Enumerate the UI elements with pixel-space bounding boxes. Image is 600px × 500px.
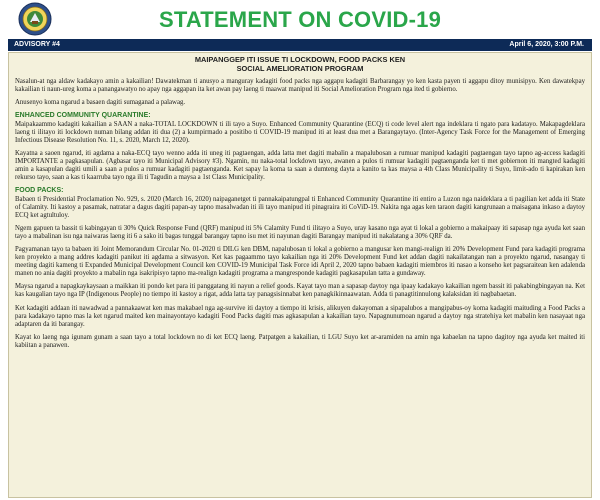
food-paragraph-2: Ngem gapuen ta bassit ti kabingayan ti 30% Quick Response Fund (QRF) manipud iti 5% Calamity Fund ti ilitayo a Suyo, uray kasano nga ayat ti lokal a gobierno a makaipaay iti sapasap nga ayuda ket saan tayo a mabalinan isu nga naiwaras laeng iti 6 a sako iti bagas tunggal barangay tapno isu met iti nayunan dagiti Barangay manipud iti nakalatang a 30% QRF da. (15, 224, 585, 240)
intro-paragraph: Nasalun-at nga aldaw kadakayo amin a kakailian! Dawatekman ti anusyo a manguray kadagiti food packs nga aggapu kadagiti Barbarangay yo ken kasta payen ti aggapu ditoy munisipyo. Ken dawatekpay kakailian ti naun-ureg koma a panangawatyo no apay nga aggapan ita ket awan pay laeng ti maawat manipud iti Social Amelioration Program nga ited ti gobierno. (15, 78, 585, 94)
page-header (0, 0, 600, 38)
food-paragraph-1: Babaen ti Presidential Proclamation No. 929, s. 2020 (March 16, 2020) naipaganetget ti pannakaipatungpal ti Enhanced Community Quarantine iti entiro a Luzon nga naideklara a ti pagilian ket adda iti State of Calamity. Iti kastoy a pasamak, natratar a dagus dagiti papan-ay tapno masalwadan iti ili tayo manipud iti pinagraira iti CoViD-19. Nakita nga agas ken taraon dagiti kangrunaan a maisagana inkaso a daytoy ECQ ket agtultuloy. (15, 195, 585, 219)
page-title: STATEMENT ON COVID-19 (158, 7, 442, 32)
statement-body (8, 52, 592, 498)
ecq-paragraph-2: Kayatna a saoen ngarud, iti agdama a naka-ECQ tayo wenno adda iti uneg iti pagtaengan, adda latta met dagiti mabalin a mapalubosan a rumuar manipud kadagiti pagtaengan tayo tapno ag-access kadagiti IMPORTANTE a pagkasapulan. (Agbasar tayo iti Municipal Advisory #3). Ngamin, nu naka-total lockdown tayo, awanen a pulos ti rumuar kadagiti pagtaenganda ket ti met gobiernon iti mangted kadagiti amin a kasapulan dagiti umili a saan a pulos a rumuar kadagiti pagtaenganda. Ket sapay la koma ta saan a dumteng dayta a kanito ta kas maysa a 4th Class Municipality ti Suyo, limit-ado ti kapirakan ken rekurso tayo, saan a kas ti kaarruba tayo nga ili ti Tagudin a maysa a 1st Class Municipality. (15, 149, 585, 182)
document-title-line1: MAIPANGGEP ITI ISSUE TI LOCKDOWN, FOOD PACKS KEN (194, 55, 406, 64)
advisory-bar (8, 39, 592, 51)
food-paragraph-5: Ket kadagiti addaan iti nawadwad a pannakaawat ken mas makabael nga ag-survive iti daytoy a tiempo iti krisis, alikuyen dakayoman a sipapalubos a mangipabus-oy koma kadagiti maituding a Food Packs a para kadakayo tapno mas la ket ngarud maited ken mainayontayo kadagiti Food Packs dagiti mas agkasapulan a kakailian tayo. Napagnunumoan ngarud a daytoy nga stratehiya ket mabalin ken nasayaat nga adaptaren da iti barangay. (15, 304, 585, 328)
advisory-number: ADVISORY #4 (14, 41, 60, 48)
food-paragraph-3: Pagyamanan tayo ta babaen iti Joint Memorandum Circular No. 01-2020 ti DILG ken DBM, napalubosan ti lokal a gobierno a mangusar ken mangi-realign iti 20% Development Fund para kadagiti programa ken proyekto a mang addres kadagiti panikut iti agdama a sitwasyon. Ket kas pagaammo tayo kakailian nga iti 20% Development Fund ket addan dagiti nakailatangan nan a proyekto ngarud, nasangay ti meeting dagiti kameng ti Expanded Municipal Development Council ken COVID-19 Municipal Task Force idi April 2, 2020 tapno babaen kadagiti miembros iti nasao a konseho ket pagsaraitean ken adalenda manen no ania dagiti proyekto a mabalin nga isakripisyo tapno ma-realign kadagiti programa a mangresponde kadagiti pagkasapulan tatta a gundaway. (15, 246, 585, 278)
document-title (15, 56, 585, 73)
document-title-line2: SOCIAL AMELIORATION PROGRAM (236, 63, 364, 73)
food-paragraph-6: Kayat ko laeng nga igunam gunam a saan tayo a total lockdown no di ket ECQ laeng. Patpatgen a kakailian, ti LGU Suyo ket ar-aramiden na amin nga kabaelan na tapno dagitoy nga ayuda ket maited iti kabiitan a panawen. (15, 333, 585, 349)
advisory-datetime: April 6, 2020, 3:00 P.M. (509, 41, 584, 48)
ecq-paragraph-1: Maipakaammo kadagiti kakailian a SAAN a naka-TOTAL LOCKDOWN ti ili tayo a Suyo. Enhanced Community Quarantine (ECQ) ti code level alert nga indeklara ti ngato para kadatayo. Makapagdeklara laeng ti ilitayo iti lockdown numan bilang addan iti dua (2) a kumpirmado a positibo ti COVID-19 manipud iti at least dua met a Barangaytayo. (Inter-Agency Task Force for the Management of Emerging Infectious Disease Resolution No. 11, s. 2020, March 12, 2020). (15, 120, 585, 144)
food-packs-heading: FOOD PACKS: (15, 187, 64, 195)
intro-paragraph-2: Anusenyo koma ngarud a basaen dagiti sumaganad a palawag. (15, 99, 186, 107)
food-paragraph-4: Maysa ngarud a napagkaykaysaan a maikkan iti pondo ket para iti panggatang iti nayun a relief goods. Kayat tayo man a sapasap daytoy nga ipaay kadakayo kakailian ngem bassit iti pakabingbingayan na. Ket kas kaugalian tayo nga IP (Indigenous People) no tiempo iti kastoy a rigat, adda latta tay panagsisinnabat ken panagkikinnaawatan. Adda ti panagtitinnulong kalaksidan iti nagbabaetan. (15, 283, 585, 299)
ecq-heading: ENHANCED COMMUNITY QUARANTINE: (15, 112, 151, 120)
